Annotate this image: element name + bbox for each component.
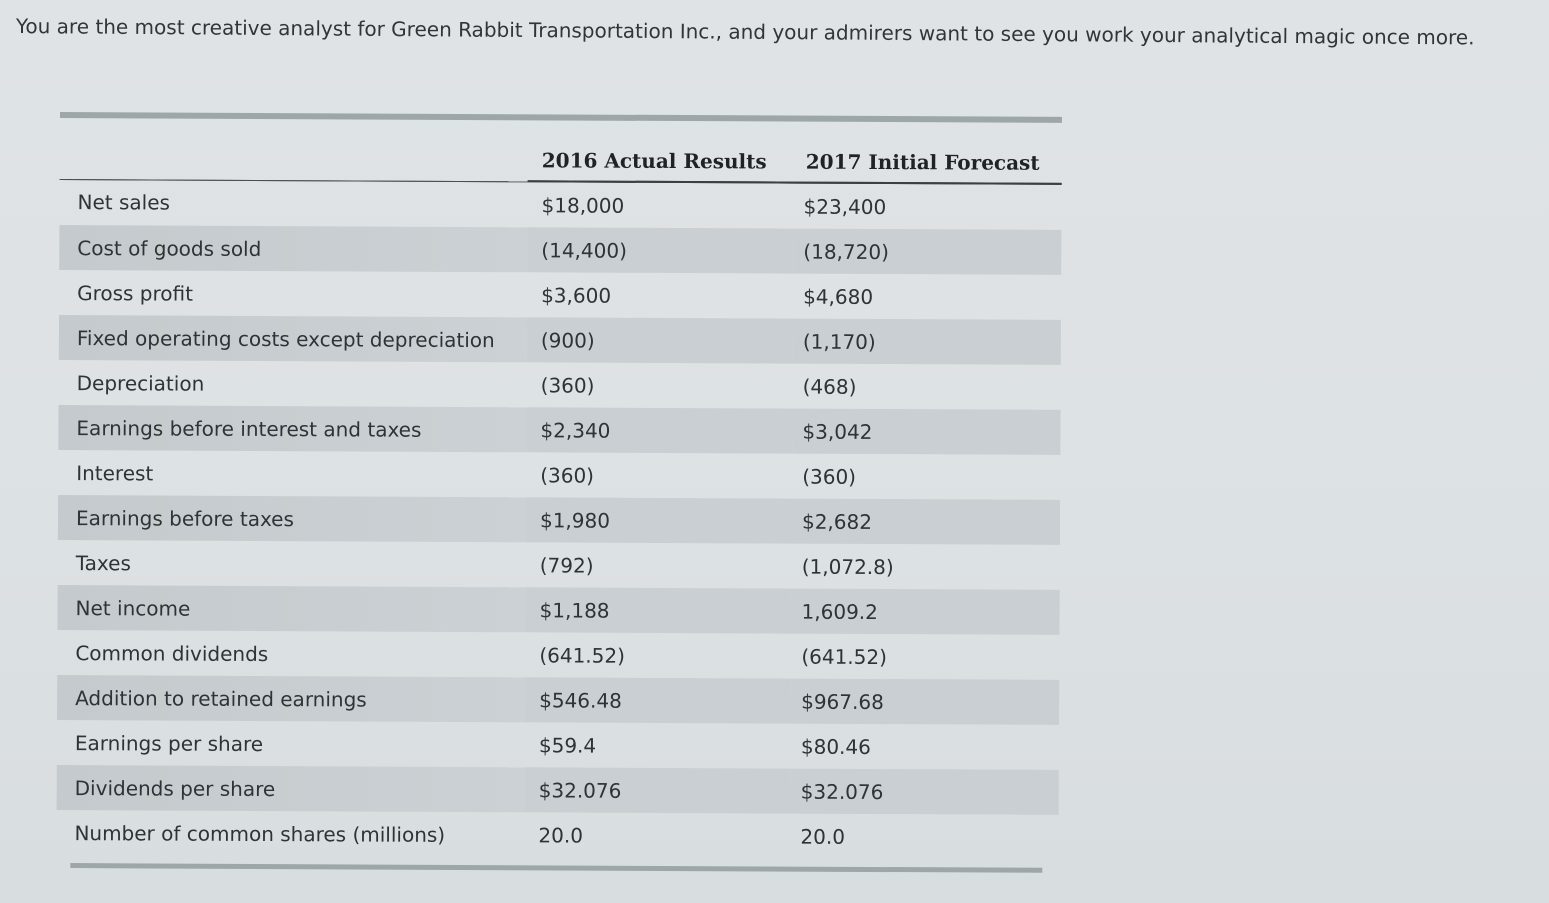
value-2016: (900) — [527, 317, 793, 363]
table-row — [58, 450, 1060, 500]
value-2017: 20.0 — [800, 824, 846, 849]
value-2016: (14,400) — [527, 227, 793, 273]
value-2016: 20.0 — [538, 822, 584, 848]
table-row — [58, 540, 1060, 590]
table-row — [59, 179, 1061, 230]
value-2016: $18,000 — [541, 192, 625, 218]
table-row — [57, 765, 1059, 815]
column-header-2017: 2017 Initial Forecast — [794, 144, 1062, 184]
income-statement-table-container — [56, 112, 1062, 873]
table-bottom-rule — [70, 863, 1042, 873]
column-header-2016: 2016 Actual Results — [528, 142, 794, 182]
value-2016: $1,980 — [526, 497, 792, 543]
table-row — [59, 315, 1061, 365]
table-row — [57, 720, 1059, 770]
value-2017: (18,720) — [793, 229, 1061, 275]
row-label: Taxes — [75, 550, 131, 575]
table-row — [58, 405, 1060, 455]
value-2016: $32.076 — [525, 767, 791, 813]
value-2017: $32.076 — [791, 769, 1059, 815]
table-row — [59, 270, 1061, 320]
value-2016: (360) — [540, 372, 595, 398]
row-label: Interest — [76, 460, 154, 485]
table-row — [57, 585, 1059, 635]
table-row — [58, 495, 1060, 545]
value-2017: (1,170) — [793, 319, 1061, 365]
row-label: Fixed operating costs except depreciation — [59, 315, 527, 362]
value-2017: (641.52) — [801, 644, 888, 669]
table-row — [56, 810, 1058, 860]
value-2016: $1,188 — [525, 587, 791, 633]
value-2017: (1,072.8) — [801, 554, 894, 579]
value-2017: 1,609.2 — [791, 589, 1059, 635]
value-2017: $80.46 — [800, 734, 871, 759]
row-label: Net sales — [77, 190, 171, 215]
intro-text: You are the most creative analyst for Green Rabbit Transportation Inc., and your admirers want to see you work your analytical magic once more. — [15, 14, 1475, 50]
column-header-label — [60, 140, 528, 181]
value-2016: $2,340 — [526, 407, 792, 453]
table-row — [59, 225, 1061, 275]
income-statement-table — [56, 140, 1061, 860]
value-2017: (360) — [802, 464, 857, 489]
row-label: Gross profit — [77, 280, 194, 306]
row-label: Number of common shares (millions) — [74, 820, 446, 847]
table-top-rule — [60, 112, 1062, 123]
table-row — [57, 630, 1059, 680]
row-label: Cost of goods sold — [59, 225, 527, 272]
value-2017: $3,042 — [792, 409, 1060, 455]
table-header-row — [60, 140, 1062, 184]
row-label: Earnings per share — [74, 730, 264, 756]
value-2017: (468) — [802, 374, 857, 399]
value-2016: (360) — [540, 462, 595, 488]
value-2016: (641.52) — [539, 642, 626, 668]
value-2017: $23,400 — [803, 194, 887, 219]
table-row — [57, 675, 1059, 725]
value-2017: $4,680 — [803, 284, 874, 309]
row-label: Common dividends — [75, 640, 269, 666]
value-2016: $3,600 — [541, 282, 612, 308]
row-label: Addition to retained earnings — [57, 675, 525, 722]
value-2016: $59.4 — [538, 732, 597, 758]
row-label: Depreciation — [76, 370, 205, 396]
table-row — [59, 360, 1061, 410]
value-2016: (792) — [539, 552, 594, 578]
value-2017: $2,682 — [792, 499, 1060, 545]
row-label: Earnings before taxes — [58, 495, 526, 542]
row-label: Earnings before interest and taxes — [58, 405, 526, 452]
value-2016: $546.48 — [525, 677, 791, 723]
value-2017: $967.68 — [791, 679, 1059, 725]
row-label: Dividends per share — [57, 765, 525, 812]
row-label: Net income — [57, 585, 525, 632]
